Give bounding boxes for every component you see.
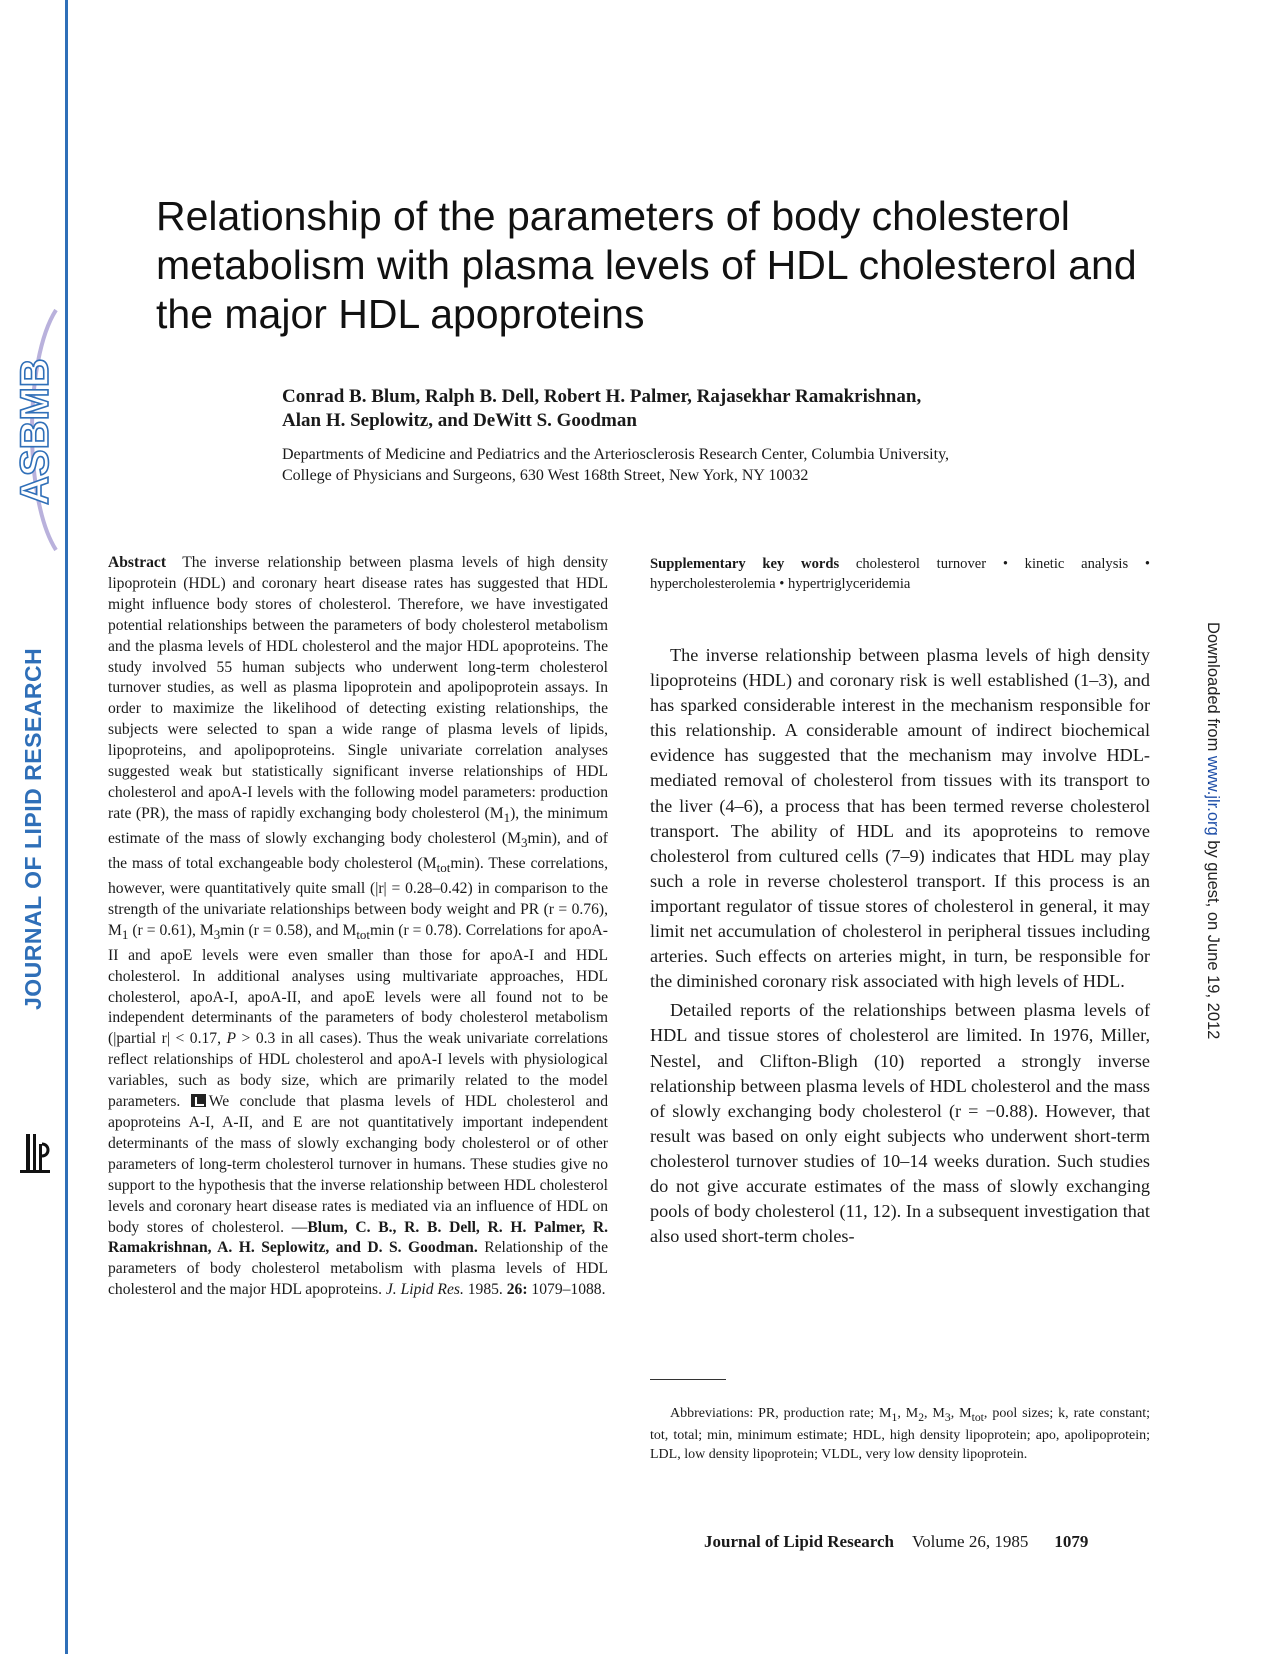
citation-volume: 26: xyxy=(506,1281,528,1299)
asbmb-logo-text: ASBMB xyxy=(13,358,57,505)
citation-authors: Blum, C. B., R. B. Dell, R. H. Palmer, R. Ramakrishnan, A. H. Seplowitz, and D. S. Goodman. xyxy=(108,1218,609,1257)
jlr-website-link[interactable]: www.jlr.org xyxy=(1204,755,1222,836)
abstract-label: Abstract xyxy=(108,554,167,571)
article-title: Relationship of the parameters of body cholesterol metabolism with plasma levels of HDL cholesterol and the major HDL apoproteins xyxy=(156,193,1137,337)
journal-name-text: JOURNAL OF LIPID RESEARCH xyxy=(20,647,46,1010)
abbreviations-footnote: Abbreviations: PR, production rate; $M_1$, $M_2$, $M_3$, $M_{tot}$, pool sizes; k, rate constant; tot, total; min, minimum estimate; HDL, high density lipoprotein; apo, apolipoprotein; LDL, low density lipoprotein; VLDL, very low density lipoprotein. xyxy=(650,1406,1151,1462)
author-list xyxy=(282,385,1142,433)
author-line-1: Conrad B. Blum, Ralph B. Dell, Robert H. Palmer, Rajasekhar Ramakrishnan, xyxy=(282,386,922,407)
affiliation-line-2: College of Physicians and Surgeons, 630 West 168th Street, New York, NY 10032 xyxy=(282,467,809,484)
keywords-list: cholesterol turnover • kinetic analysis • hypercholesterolemia • hypertriglyceridemia xyxy=(650,556,1150,592)
body-paragraph-2: Detailed reports of the relationships between plasma levels of HDL and tissue stores of cholesterol are limited. In 1976, Miller, Nestel, and Clifton-Bligh (10) reported a strongly inverse relationship between plasma levels of HDL cholesterol and the mass of slowly exchanging body cholesterol (r = −0.88). However, that result was based on only eight subjects who underwent short-term cholesterol turnover studies of 10–14 weeks duration. Such studies do not give accurate estimates of the mass of slowly exchanging pools of body cholesterol (11, 12). In a subsequent investigation that also used short-term choles- xyxy=(650,1000,1150,1247)
asbmb-logo xyxy=(6,300,62,560)
affiliation-line-1: Departments of Medicine and Pediatrics and the Arteriosclerosis Research Center, Columbia University, xyxy=(282,446,950,463)
keywords-label: Supplementary key words xyxy=(650,556,840,572)
introduction-text xyxy=(650,643,1150,1249)
footer-journal: Journal of Lipid Research xyxy=(704,1532,895,1551)
body-paragraph-1: The inverse relationship between plasma levels of high density lipoproteins (HDL) and coronary risk is well established (1–3), and has sparked considerable interest in the mechanism responsible for this relationship. A considerable amount of indirect biochemical evidence has suggested that the mechanism may involve HDL-mediated removal of cholesterol from tissues with its transport to the liver (4–6), a process that has been termed reverse cholesterol transport. The ability of HDL and its apoproteins to remove cholesterol from cultured cells (7–9) indicates that HDL may play such a role in reverse cholesterol transport. If this process is an important regulator of tissue stores of cholesterol in general, it may limit net accumulation of cholesterol in peripheral tissues including arteries. Such effects on arteries might, in turn, be responsible for the diminished coronary risk associated with high levels of HDL. xyxy=(650,645,1150,992)
page-number: 1079 xyxy=(1054,1532,1089,1551)
abstract: Abstract The inverse relationship between plasma levels of high density lipoprotein (HDL) and coronary heart disease rates has suggested that HDL might influence body stores of cholesterol. Therefore, we have investigated potential relationships between the parameters of body cholesterol metabolism and the plasma levels of HDL cholesterol and the major HDL apoproteins. The study involved 55 human subjects who underwent long-term cholesterol turnover studies, as well as plasma lipoprotein and apolipoprotein assays. In order to maximize the likelihood of detecting existing relationships, the subjects were selected to span a wide range of plasma levels of lipids, lipoproteins, and apolipoproteins. Single univariate correlation analyses suggested weak but statistically significant inverse relationships of HDL cholesterol and apoA-I levels with the following model parameters: production rate (PR), the mass of rapidly exchanging body cholesterol $(M_1)$, the minimum estimate of the mass of slowly exchanging body cholesterol $(M_3\min)$, and of the mass of total exchangeable body cholesterol $(M_{tot}\min)$. These correlations, however, were quantitatively quite small (|r| = 0.28–0.42) in comparison to the strength of the univariate relationships between body weight and PR (r = 0.76), $M_1$ (r = 0.61), $M_3\min$ (r = 0.58), and $M_{tot}\min$ (r = 0.78). Correlations for apoA-II and apoE levels were even smaller than those for apoA-I and HDL cholesterol. In additional analyses using multivariate approaches, HDL cholesterol, apoA-I, apoA-II, and apoE levels were all found not to be independent determinants of the parameters of body cholesterol metabolism (|partial r| < 0.17, P > 0.3 in all cases). Thus the weak univariate correlations reflect relationships of HDL cholesterol and apoA-I levels with physiological variables, such as body size, which are primarily related to the model parameters. We conclude that plasma levels of HDL cholesterol and apoproteins A-I, A-II, and E are not quantitatively important independent determinants of the mass of slowly exchanging body cholesterol or of other parameters of long-term cholesterol turnover in humans. These studies give no support to the hypothesis that the inverse relationship between HDL cholesterol levels and coronary heart disease rates is mediated via an influence of HDL on body stores of cholesterol. —Blum, C. B., R. B. Dell, R. H. Palmer, R. Ramakrishnan, A. H. Seplowitz, and D. S. Goodman. Relationship of the parameters of body cholesterol metabolism with plasma levels of HDL cholesterol and the major HDL apoproteins. J. Lipid Res. 1985. 26: 1079–1088. xyxy=(108,554,609,1299)
sidebar-rule xyxy=(65,0,68,1654)
conclusion-marker-icon xyxy=(191,1094,206,1107)
footer-volume: Volume 26, 1985 xyxy=(912,1532,1029,1551)
footnote-rule xyxy=(650,1379,726,1380)
jlr-logo-label: JLR xyxy=(18,1130,20,1131)
author-line-2: Alan H. Seplowitz, and DeWitt S. Goodman xyxy=(282,410,637,431)
affiliation xyxy=(282,444,1152,486)
jlr-logo-icon xyxy=(18,1130,52,1174)
citation-journal: J. Lipid Res. xyxy=(385,1281,464,1299)
download-suffix: by guest, on June 19, 2012 xyxy=(1204,835,1222,1040)
supplementary-keywords xyxy=(650,554,1150,594)
download-prefix: Downloaded from xyxy=(1204,622,1222,756)
page-footer xyxy=(704,1532,1150,1552)
